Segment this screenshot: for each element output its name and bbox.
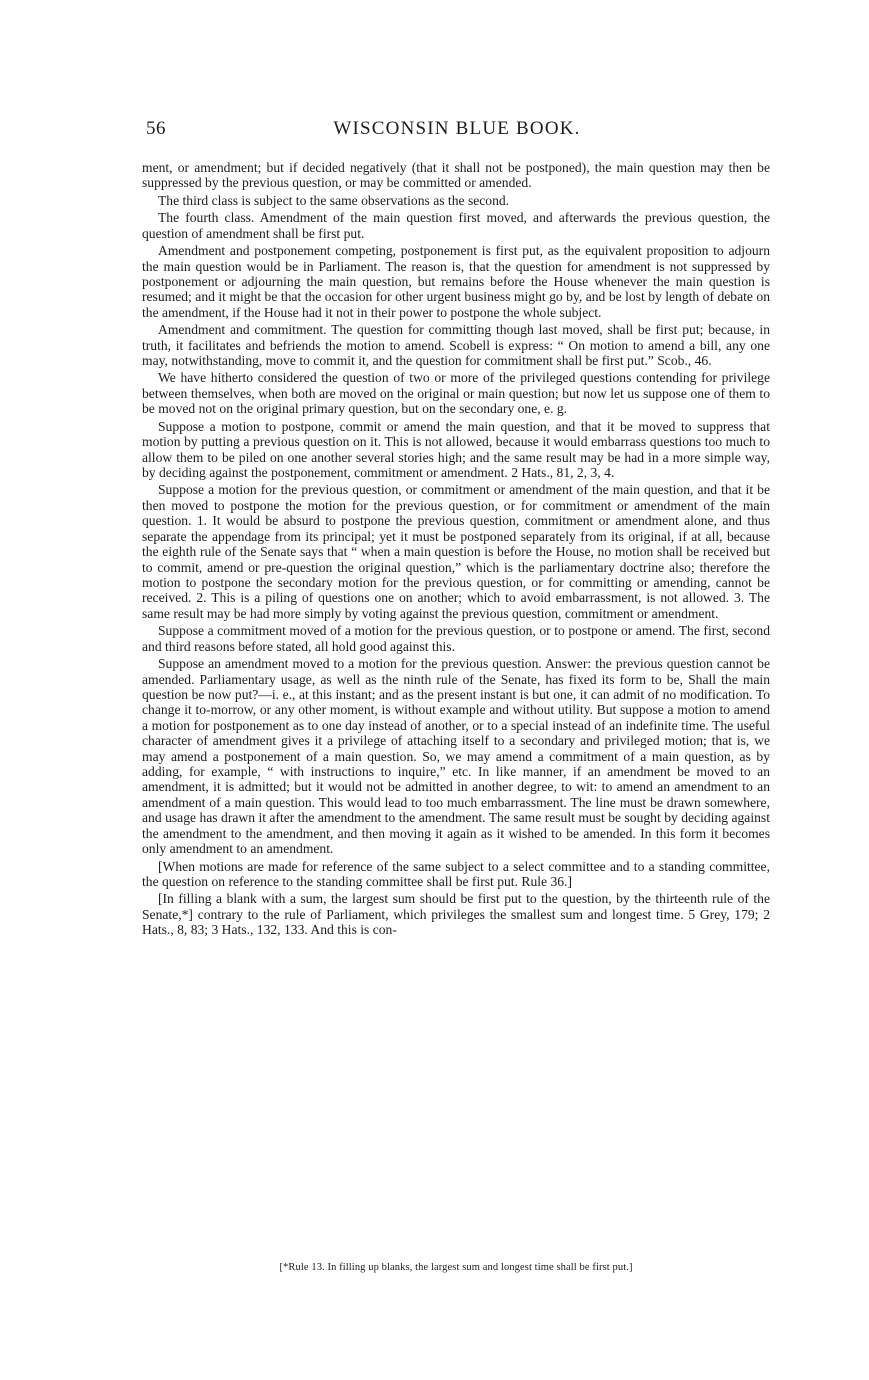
paragraph: We have hitherto considered the question of two or more of the privileged questions contending for privilege between themselves, when both are moved on the original or main question; but now let us suppose one of them to be moved not on the original primary question, but on the secondary one, e. g. [142,370,770,417]
paragraph: Amendment and postponement competing, postponement is first put, as the equivalent proposition to adjourn the main question would be in Parliament. The reason is, that the question for amendment is not suppressed by postponement or adjourning the main question, but remains before the House whenever the main question is resumed; and it might be that the occasion for other urgent business might go by, and be lost by length of debate on the amendment, if the House had it not in their power to postpone the whole subject. [142,243,770,320]
paragraph: The third class is subject to the same observations as the second. [158,192,510,208]
body-text [142,160,770,940]
paragraph: The fourth class. Amendment of the main question first moved, and afterwards the previous question, the question of amendment shall be first put. [142,210,770,241]
paragraph: Suppose a motion for the previous question, or commitment or amendment of the main question, and that it be then moved to postpone the motion for the previous question, or for commitment or amendment of the main question. 1. It would be absurd to postpone the previous question, commitment or amendment alone, and thus separate the appendage from its principal; yet it must be postponed separately from its original, if at all, because the eighth rule of the Senate says that “ when a main question is before the House, no motion shall be received but to commit, amend or pre-question the original question,” which is the parliamentary doctrine also; therefore the motion to postpone the secondary motion for the previous question, or for committing or amending, cannot be received. 2. This is a piling of questions one on another; which to avoid embarrassment, is not allowed. 3. The same result may be had more simply by voting against the previous question, commitment or amendment. [142,482,770,621]
page-header [146,118,768,144]
page-number: 56 [146,118,166,139]
paragraph: Suppose a motion to postpone, commit or amend the main question, and that it be moved to suppress that motion by putting a previous question on it. This is not allowed, because it would embarrass questions too much to allow them to be piled on one another several stories high; and the same result may be had in a more simple way, by deciding against the postponement, commitment or amendment. 2 Hats., 81, 2, 3, 4. [142,418,770,481]
footnote: [*Rule 13. In filling up blanks, the largest sum and longest time shall be first put.] [279,1262,633,1273]
paragraph: [When motions are made for reference of the same subject to a select committee and to a standing committee, the question on reference to the standing committee shall be first put. Rule 36.] [142,858,770,889]
paragraph: ment, or amendment; but if decided negatively (that it shall not be postponed), the main question may then be suppressed by the previous question, or may be committed or amended. [142,160,770,191]
paragraph: Suppose a commitment moved of a motion for the previous question, or to postpone or amend. The first, second and third reasons before stated, all hold good against this. [142,623,770,654]
paragraph: [In filling a blank with a sum, the largest sum should be first put to the question, by the thirteenth rule of the Senate,*] contrary to the rule of Parliament, which privileges the smallest sum and longest time. 5 Grey, 179; 2 Hats., 8, 83; 3 Hats., 132, 133. And this is con- [142,891,770,938]
paragraph: Suppose an amendment moved to a motion for the previous question. Answer: the previous question cannot be amended. Parliamentary usage, as well as the ninth rule of the Senate, has fixed its form to be, Shall the main question be now put?—i. e., at this instant; and as the present instant is but one, it can admit of no modification. To change it to-morrow, or any other moment, is without example and without utility. But suppose a motion to amend a motion for postponement as to one day instead of another, or to a special instead of an indefinite time. The useful character of amendment gives it a privilege of attaching itself to a secondary and privileged motion; that is, we may amend a postponement of a main question. So, we may amend a commitment of a main question, as by adding, for example, “ with instructions to inquire,” etc. In like manner, if an amendment be moved to an amendment, it is admitted; but it would not be admitted in another degree, to wit: to amend an amendment to an amendment of a main question. This would lead to too much embarrassment. The line must be drawn somewhere, and usage has drawn it after the amendment to the amendment. The same result must be sought by deciding against the amendment to the amendment, and then moving it again as it wished to be amended. In this form it becomes only amendment to an amendment. [142,656,770,857]
paragraph: Amendment and commitment. The question for committing though last moved, shall be first put; because, in truth, it facilitates and befriends the motion to amend. Scobell is express: “ On motion to amend a bill, any one may, notwithstanding, move to commit it, and the question for commitment shall be first put.” Scob., 46. [142,322,770,369]
running-title: WISCONSIN BLUE BOOK. [333,118,581,139]
